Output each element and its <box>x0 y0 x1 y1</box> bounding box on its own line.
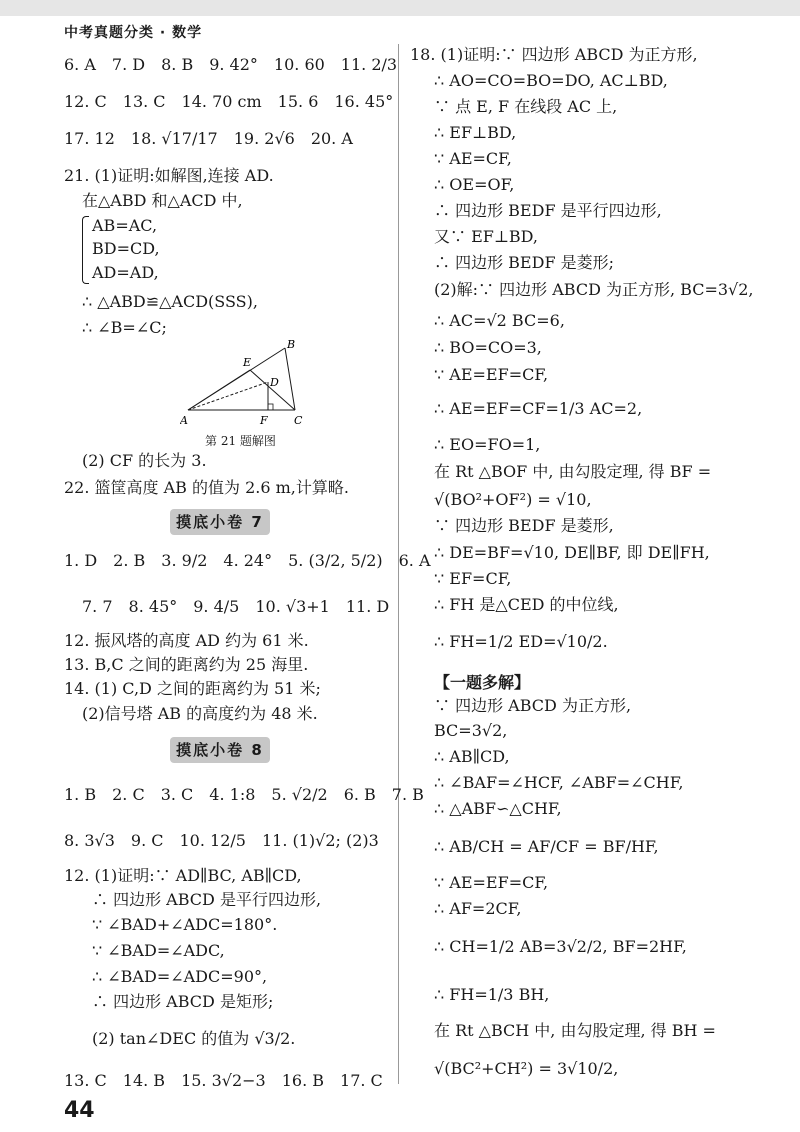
q18-line: ∴ △ABF∽△CHF, <box>434 799 562 818</box>
q18-line: ∴ AB/CH = AF/CF = BF/HF, <box>434 837 659 856</box>
q18-line: ∴ CH=1/2 AB=3√2/2, BF=2HF, <box>434 937 687 956</box>
q18-line: ∴ AF=2CF, <box>434 899 522 918</box>
answer-line: 7. 7 8. 45° 9. 4/5 10. √3+1 11. D <box>82 597 390 616</box>
q12-line: ∵ ∠BAD+∠ADC=180°. <box>92 915 278 934</box>
label-a: A <box>180 414 188 427</box>
q18-line: ∴ EO=FO=1, <box>434 435 541 454</box>
answer-line: 12. C 13. C 14. 70 cm 15. 6 16. 45° <box>64 92 394 111</box>
segment-ae <box>188 370 250 410</box>
answer-line: 17. 12 18. √17/17 19. 2√6 20. A <box>64 129 353 148</box>
q18-line: ∴ EF⊥BD, <box>434 123 517 142</box>
q18-line: ∴ FH=1/2 ED=√10/2. <box>434 632 608 651</box>
q21-line: ∴ ∠B=∠C; <box>82 318 167 337</box>
label-d: D <box>270 376 279 389</box>
answer-line: 13. B,C 之间的距离约为 25 海里. <box>64 655 309 674</box>
q18-line: ∴ 四边形 BEDF 是平行四边形, <box>434 201 662 220</box>
q12-line: ∵ ∠BAD=∠ADC, <box>92 941 225 960</box>
q18-line: ∴ AO=CO=BO=DO, AC⊥BD, <box>434 71 668 90</box>
answer-line: 1. D 2. B 3. 9/2 4. 24° 5. (3/2, 5/2) 6. A <box>64 551 431 570</box>
q12-line: 12. (1)证明:∵ AD∥BC, AB∥CD, <box>64 866 302 885</box>
q18-line: (2)解:∵ 四边形 ABCD 为正方形, BC=3√2, <box>434 280 754 299</box>
q18-line: ∴ 四边形 BEDF 是菱形; <box>434 253 615 272</box>
right-angle-mark <box>268 404 273 410</box>
q21-line: (2) CF 的长为 3. <box>82 451 207 470</box>
q18-line: 18. (1)证明:∵ 四边形 ABCD 为正方形, <box>410 45 698 64</box>
page-number: 44 <box>64 1098 95 1123</box>
answer-line: 12. 振风塔的高度 AD 约为 61 米. <box>64 631 309 650</box>
answer-line: 1. B 2. C 3. C 4. 1:8 5. √2/2 6. B 7. B <box>64 785 424 804</box>
q18-line: ∴ FH=1/3 BH, <box>434 985 550 1004</box>
label-e: E <box>243 356 252 369</box>
q21-figure <box>180 340 310 435</box>
q21-line: AD=AD, <box>92 263 159 282</box>
answer-line: 6. A 7. D 8. B 9. 42° 10. 60 11. 2/3 <box>64 55 398 74</box>
page-header: 中考真题分类 · 数学 <box>64 25 203 41</box>
q21-line: 21. (1)证明:如解图,连接 AD. <box>64 166 274 185</box>
section-banner: 摸底小卷 7 <box>170 509 270 535</box>
q12-line: ∴ ∠BAD=∠ADC=90°, <box>92 967 268 986</box>
segment-ad <box>188 382 268 410</box>
q18-line: ∴ BO=CO=3, <box>434 338 542 357</box>
label-c: C <box>294 414 303 427</box>
q12-line: ∴ 四边形 ABCD 是平行四边形, <box>92 890 322 909</box>
q18-line: √(BO²+OF²) = √10, <box>434 490 592 509</box>
answer-line: 13. C 14. B 15. 3√2−3 16. B 17. C <box>64 1071 383 1090</box>
q18-line: ∵ AE=CF, <box>434 149 512 168</box>
answer-line: (2)信号塔 AB 的高度约为 48 米. <box>82 704 318 723</box>
q18-line: ∴ FH 是△CED 的中位线, <box>434 595 619 614</box>
system-brace <box>82 216 89 284</box>
q18-line: ∴ DE=BF=√10, DE∥BF, 即 DE∥FH, <box>434 543 710 562</box>
q21-line: AB=AC, <box>92 216 158 235</box>
q18-line: ∴ AB∥CD, <box>434 747 510 766</box>
label-b: B <box>287 340 296 351</box>
label-f: F <box>260 414 268 427</box>
q18-line: BC=3√2, <box>434 721 508 740</box>
q18-line: ∴ OE=OF, <box>434 175 515 194</box>
q18-line: 又∵ EF⊥BD, <box>434 227 539 246</box>
q18-line: ∵ 四边形 BEDF 是菱形, <box>434 516 614 535</box>
q18-line: ∵ 四边形 ABCD 为正方形, <box>434 696 632 715</box>
q21-line: 在△ABD 和△ACD 中, <box>82 191 243 210</box>
top-bar <box>0 0 800 16</box>
q22-line: 22. 篮筐高度 AB 的值为 2.6 m,计算略. <box>64 478 349 497</box>
q18-line: 在 Rt △BOF 中, 由勾股定理, 得 BF = <box>434 462 712 481</box>
q18-line: √(BC²+CH²) = 3√10/2, <box>434 1059 619 1078</box>
q18-line: ∵ EF=CF, <box>434 569 512 588</box>
segment-bc <box>285 348 295 410</box>
q18-line: ∴ ∠BAF=∠HCF, ∠ABF=∠CHF, <box>434 773 684 792</box>
q18-line: ∴ AE=EF=CF=1/3 AC=2, <box>434 399 643 418</box>
q18-line: ∵ 点 E, F 在线段 AC 上, <box>434 97 618 116</box>
answer-line: 14. (1) C,D 之间的距离约为 51 米; <box>64 679 321 698</box>
q21-line: ∴ △ABD≌△ACD(SSS), <box>82 292 258 311</box>
answer-line: 8. 3√3 9. C 10. 12/5 11. (1)√2; (2)3 <box>64 831 379 850</box>
q21-line: BD=CD, <box>92 239 160 258</box>
q12-line: ∴ 四边形 ABCD 是矩形; <box>92 992 274 1011</box>
section-banner: 摸底小卷 8 <box>170 737 270 763</box>
q18-line: ∴ AC=√2 BC=6, <box>434 311 565 330</box>
figure-caption: 第 21 题解图 <box>205 434 276 448</box>
alt-solution-heading: 【一题多解】 <box>434 673 531 692</box>
q18-line: 在 Rt △BCH 中, 由勾股定理, 得 BH = <box>434 1021 716 1040</box>
q18-line: ∵ AE=EF=CF, <box>434 873 549 892</box>
q12-line: (2) tan∠DEC 的值为 √3/2. <box>92 1029 296 1048</box>
q18-line: ∵ AE=EF=CF, <box>434 365 549 384</box>
